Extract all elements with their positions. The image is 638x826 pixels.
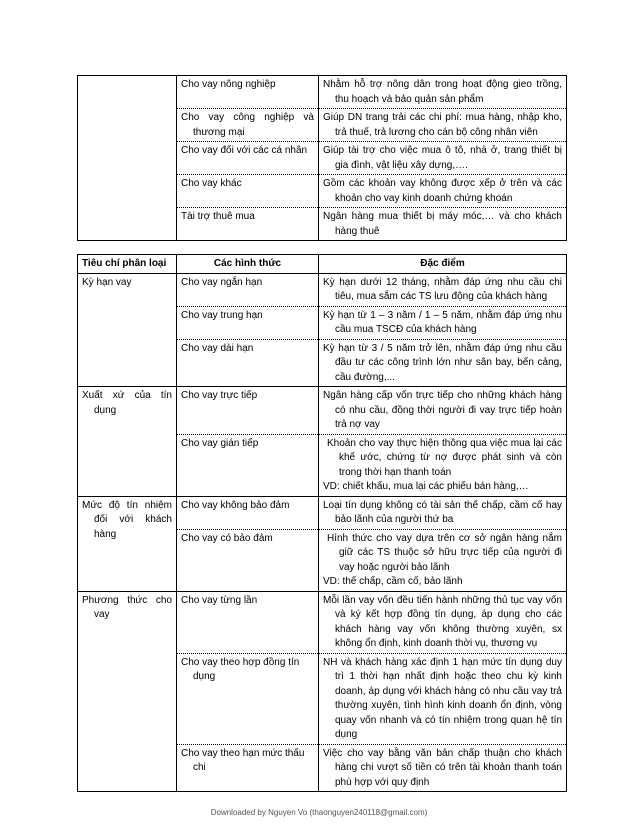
loan-feature-cell: Loại tín dụng không có tài sản thế chấp, cầm cố hay bảo lãnh của người thứ ba [319, 496, 567, 529]
loan-feature-example: VD: chiết khấu, mua lại các phiếu bán hàng,… [323, 481, 529, 492]
loan-feature-example: VD: thế chấp, cầm cố, bảo lãnh [323, 576, 463, 587]
download-footer: Downloaded by Nguyen Vo (thaonguyen240118@gmail.com) [210, 808, 428, 817]
criteria-cell: Xuất xứ của tín dụng [78, 387, 177, 497]
loan-feature-cell: Ngân hàng mua thiết bị máy móc,… và cho khách hàng thuê [319, 208, 567, 241]
loan-form-cell: Cho vay công nghiệp và thương mại [177, 109, 319, 142]
loan-form-cell: Cho vay không bảo đảm [177, 496, 319, 529]
loan-form-cell: Cho vay dài hạn [177, 339, 319, 387]
loan-form-cell: Cho vay theo hợp đồng tín dụng [177, 653, 319, 744]
criteria-cell-empty [78, 76, 177, 241]
header-features: Đặc điểm [319, 255, 567, 274]
loan-form-cell: Cho vay theo hạn mức thấu chi [177, 744, 319, 792]
loan-form-cell: Cho vay trung hạn [177, 306, 319, 339]
loan-form-cell: Cho vay trực tiếp [177, 387, 319, 435]
loan-feature-text: Hình thức cho vay dựa trên cơ sở ngân hàng nắm giữ các TS thuộc sở hữu trực tiếp của người đi vay hoặc người bảo lãnh [327, 532, 562, 573]
loan-feature-cell: Kỳ hạn từ 3 / 5 năm trở lên, nhằm đáp ứng nhu cầu đầu tư các công trình lớn như sân bay, bến cảng, cầu đường,... [319, 339, 567, 387]
loan-form-cell: Cho vay gián tiếp [177, 434, 319, 496]
loan-classification-table [77, 254, 567, 792]
loan-form-cell: Cho vay khác [177, 175, 319, 208]
loan-feature-cell [319, 434, 567, 496]
loan-feature-cell [319, 529, 567, 591]
loan-feature-cell: Giúp DN trang trải các chi phí: mua hàng, nhập kho, trả thuế, trả lương cho cán bộ công nhân viên [319, 109, 567, 142]
loan-purpose-table [77, 75, 567, 241]
loan-feature-cell: NH và khách hàng xác định 1 hạn mức tín dụng duy trì 1 thời hạn nhất định hoặc theo chu kỳ kinh doanh, áp dụng với khách hàng có nhu cầu vay trả thường xuyên, tình hình kinh doanh ổn định, vòng quay vốn nhanh và có tín nhiệm trong quan hệ tín dụng [319, 653, 567, 744]
criteria-cell: Phương thức cho vay [78, 591, 177, 792]
header-criteria: Tiêu chí phân loại [78, 255, 177, 274]
loan-form-cell: Cho vay ngắn hạn [177, 273, 319, 306]
loan-form-cell: Cho vay nông nghiệp [177, 76, 319, 109]
loan-form-cell: Cho vay từng lần [177, 591, 319, 653]
loan-form-cell: Tài trợ thuê mua [177, 208, 319, 241]
header-forms: Các hình thức [177, 255, 319, 274]
loan-form-cell: Cho vay đối với các cá nhân [177, 142, 319, 175]
loan-feature-cell: Kỳ hạn từ 1 – 3 năm / 1 – 5 năm, nhằm đáp ứng nhu cầu mua TSCĐ của khách hàng [319, 306, 567, 339]
loan-feature-cell: Gồm các khoản vay không được xếp ở trên và các khoản cho vay kinh doanh chứng khoán [319, 175, 567, 208]
loan-form-cell: Cho vay có bảo đảm [177, 529, 319, 591]
criteria-cell: Mức độ tín nhiệm đối với khách hàng [78, 496, 177, 591]
loan-feature-text: Khoản cho vay thực hiện thông qua việc mua lại các khế ước, chứng từ nợ được phát sinh và còn trong thời hạn thanh toán [327, 437, 562, 478]
loan-feature-cell: Ngân hàng cấp vốn trực tiếp cho những khách hàng có nhu cầu, đồng thời người đi vay trực tiếp hoàn trả nợ vay [319, 387, 567, 435]
loan-feature-cell: Nhằm hỗ trợ nông dân trong hoạt động gieo trồng, thu hoạch và bảo quản sản phẩm [319, 76, 567, 109]
criteria-cell: Kỳ hạn vay [78, 273, 177, 387]
loan-feature-cell: Giúp tài trợ cho việc mua ô tô, nhà ở, trang thiết bị gia đình, vật liệu xây dựng,…. [319, 142, 567, 175]
loan-feature-cell: Mỗi lần vay vốn đều tiến hành những thủ tục vay vốn và ký kết hợp đồng tín dụng, áp dụng cho các khách hàng vay vốn không thường xuyên, sx không ổn định, kinh doanh thời vụ, thương vụ [319, 591, 567, 653]
loan-feature-cell: Việc cho vay bằng văn bản chấp thuận cho khách hàng chi vượt số tiền có trên tài khoản thanh toán phù hợp với quy định [319, 744, 567, 792]
loan-feature-cell: Kỳ hạn dưới 12 tháng, nhằm đáp ứng nhu cầu chi tiêu, mua sắm các TS lưu động của khách hàng [319, 273, 567, 306]
